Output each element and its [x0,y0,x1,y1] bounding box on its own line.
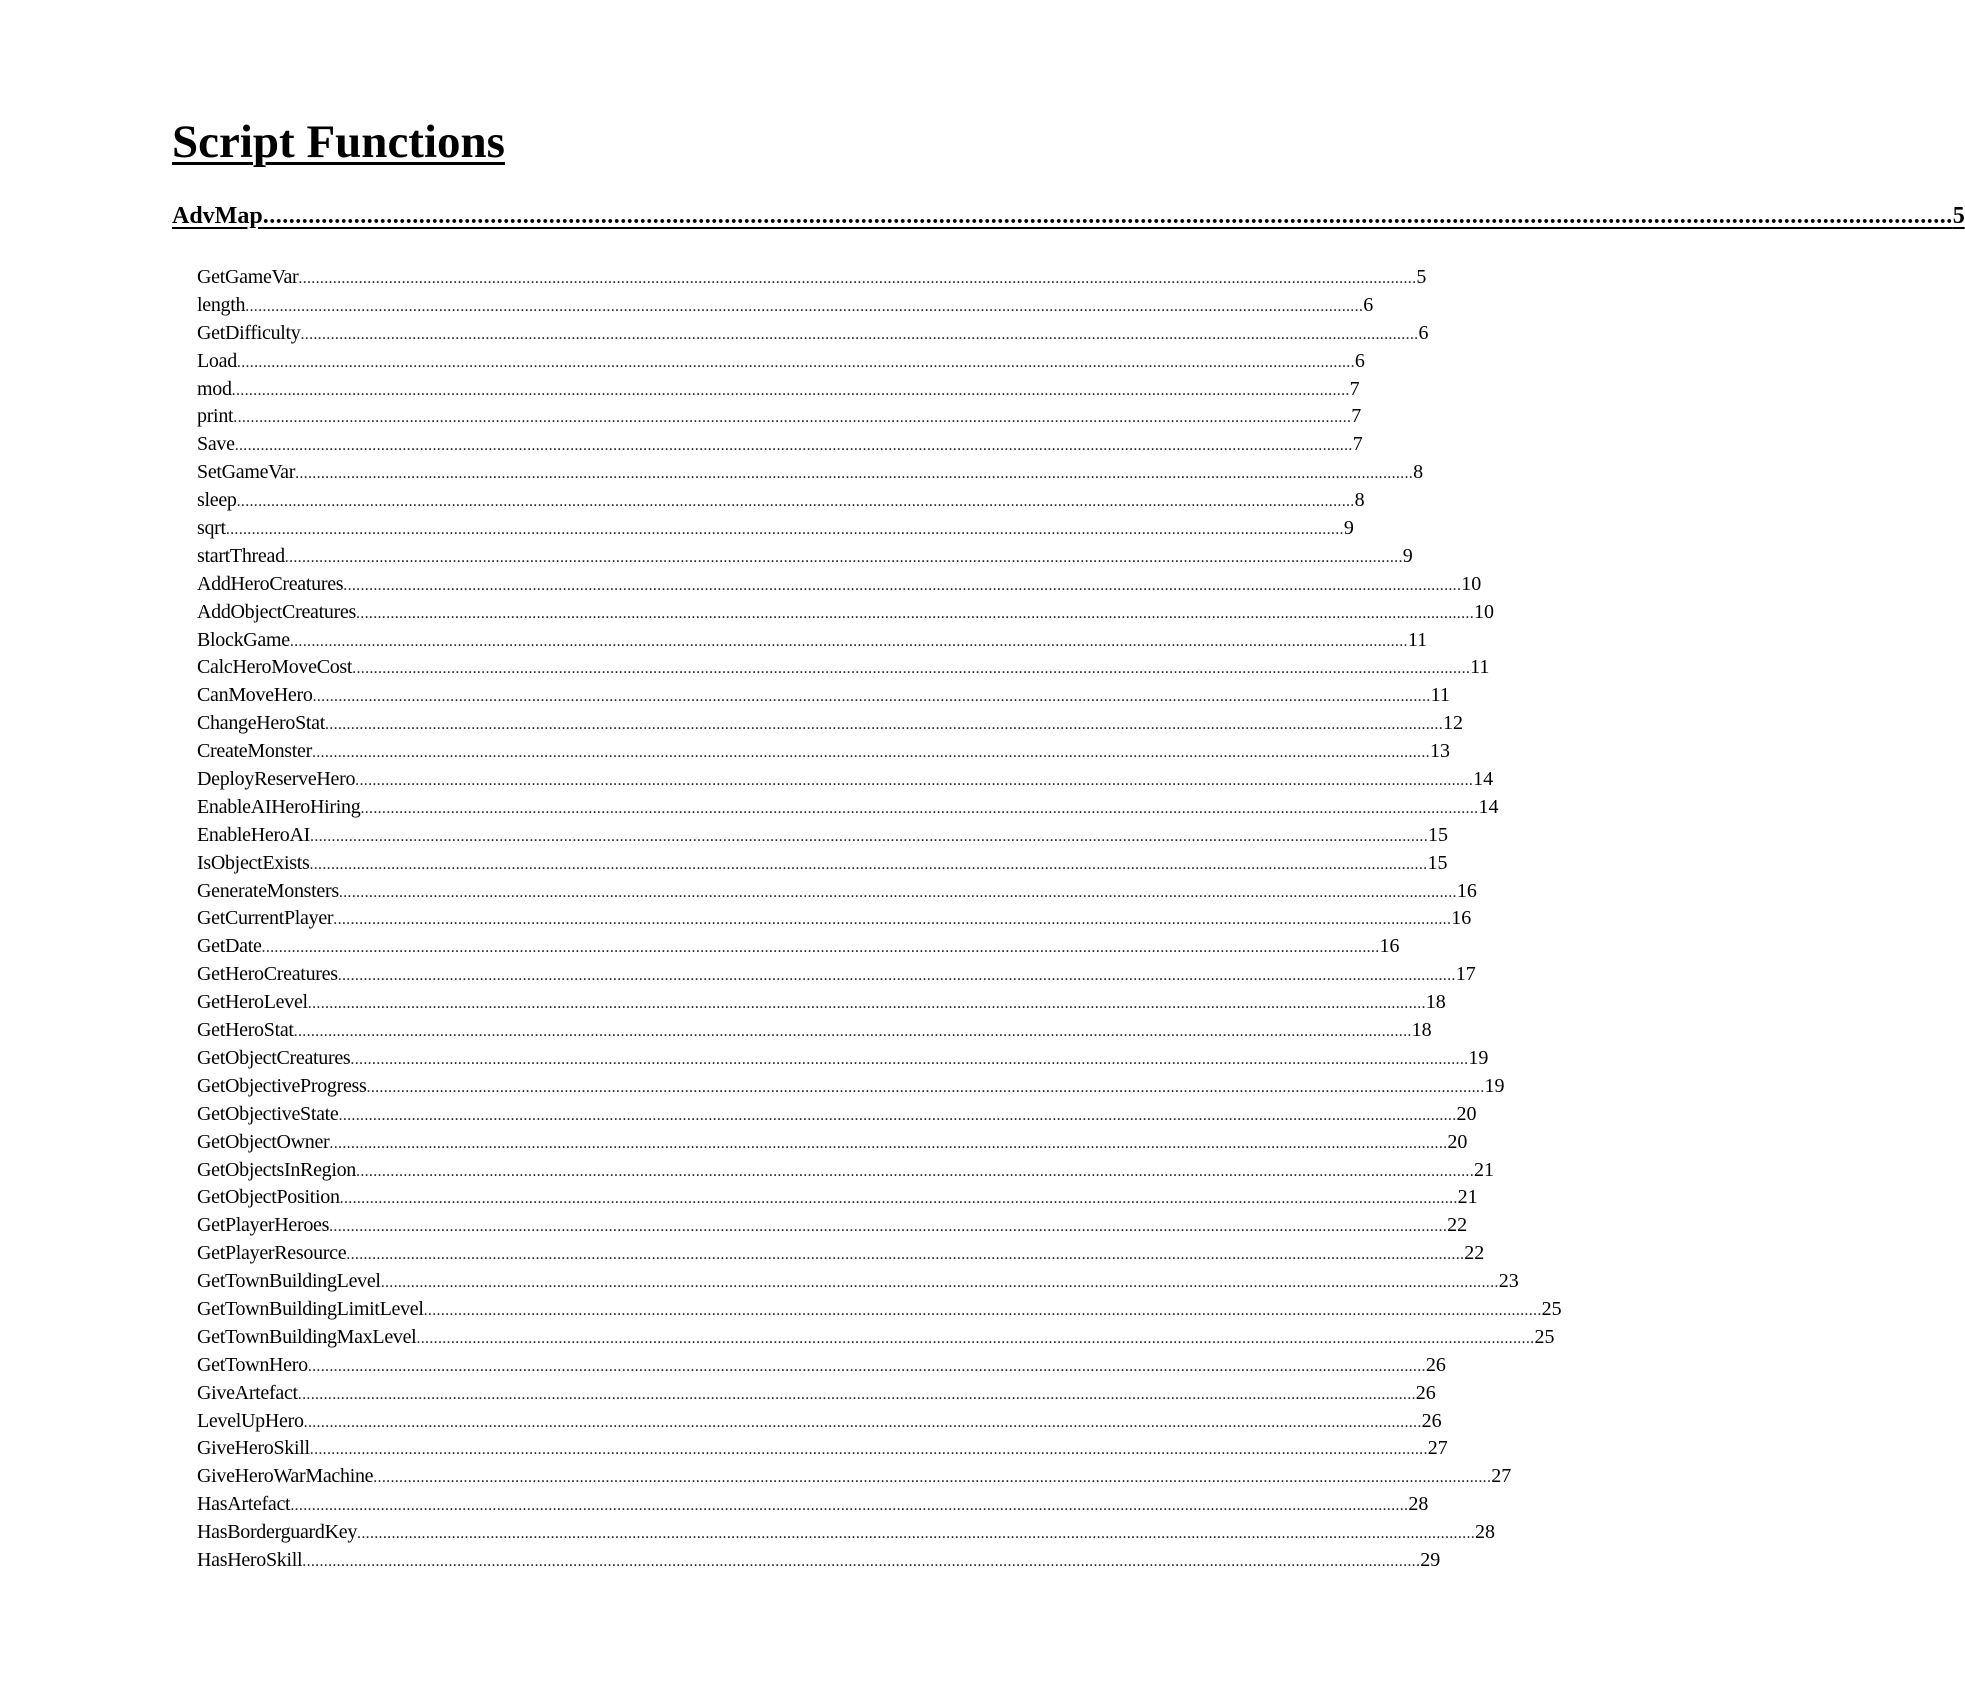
toc-entry[interactable] [197,1435,1448,1463]
toc-entry-page-number: 28 [1475,1521,1496,1544]
toc-entry-page-number: 21 [1474,1158,1495,1181]
toc-entry[interactable] [197,1324,1555,1352]
toc-entry[interactable] [197,961,1476,989]
toc-entry-label: HasArtefact [197,1493,291,1516]
toc-dot-leader: .................................................................................................................................................................................................................................................................... [311,744,1430,762]
toc-entry-label: SetGameVar [197,461,296,484]
toc-entry[interactable] [197,571,1482,599]
toc-entry-page-number: 12 [1443,712,1463,735]
toc-entry-page-number: 5 [1416,266,1427,288]
toc-section-label: AdvMap [172,203,263,229]
toc-entry-label: IsObjectExists [197,851,310,874]
toc-entry-label: GetGameVar [197,266,299,288]
toc-dot-leader: .................................................................................................................................................................................................................................................................... [289,632,1408,650]
toc-entry-page-number: 20 [1456,1102,1477,1125]
toc-entry[interactable] [197,376,1360,404]
toc-dot-leader: .................................................................................................................................................................................................................................................................... [261,939,1380,957]
toc-entry-label: GetTownBuildingMaxLevel [197,1325,417,1348]
toc-entry-page-number: 13 [1429,740,1450,763]
toc-entry[interactable] [197,878,1477,906]
toc-entry[interactable] [197,905,1472,933]
toc-entry-page-number: 6 [1363,293,1374,316]
toc-dot-leader: .................................................................................................................................................................................................................................................................... [231,381,1350,399]
toc-entry-label: AddHeroCreatures [197,572,344,595]
toc-entry-page-number: 27 [1491,1465,1512,1488]
toc-dot-leader: .................................................................................................................................................................................................................................................................... [339,1190,1458,1208]
toc-entry[interactable] [197,515,1354,543]
document-title: Script Functions [172,116,505,168]
toc-dot-leader: .................................................................................................................................................................................................................................................................... [312,688,1431,706]
toc-dot-leader: .................................................................................................................................................................................................................................................................... [329,1134,1448,1152]
toc-entry-page-number: 14 [1473,768,1494,791]
toc-entry-label: GetTownBuildingLimitLevel [197,1297,424,1320]
toc-entry-label: GetObjectOwner [197,1130,330,1153]
toc-dot-leader: .................................................................................................................................................................................................................................................................... [245,297,1364,315]
toc-dot-leader: .................................................................................................................................................................................................................................................................... [225,521,1344,539]
toc-dot-leader: .................................................................................................................................................................................................................................................................... [416,1329,1535,1347]
toc-dot-leader: .................................................................................................................................................................................................................................................................... [236,493,1355,511]
toc-entry-label: CanMoveHero [197,684,313,707]
toc-entry-label: Load [197,349,237,372]
toc-dot-leader: .................................................................................................................................................................................................................................................................... [298,270,1417,287]
toc-entry[interactable] [197,738,1450,766]
toc-entry-label: GetDate [197,935,262,958]
toc-entry-label: AddObjectCreatures [197,600,356,623]
toc-dot-leader: .................................................................................................................................................................................................................................................................... [303,1413,1422,1431]
toc-dot-leader: .................................................................................................................................................................................................................................................................... [262,203,1953,229]
toc-entry[interactable] [197,1380,1436,1408]
toc-entry[interactable] [197,431,1363,459]
toc-entry-page-number: 28 [1408,1493,1429,1516]
toc-dot-leader: .................................................................................................................................................................................................................................................................... [295,465,1414,483]
toc-dot-leader: .................................................................................................................................................................................................................................................................... [290,1497,1409,1515]
toc-dot-leader: .................................................................................................................................................................................................................................................................... [366,1078,1485,1096]
toc-dot-leader: .................................................................................................................................................................................................................................................................... [234,437,1353,455]
toc-dot-leader: .................................................................................................................................................................................................................................................................... [297,1385,1416,1403]
toc-dot-leader: .................................................................................................................................................................................................................................................................... [310,827,1429,845]
toc-dot-leader: .................................................................................................................................................................................................................................................................... [352,660,1471,678]
toc-entry-page-number: 20 [1447,1130,1468,1153]
toc-entry[interactable] [197,1352,1446,1380]
toc-entry[interactable] [197,933,1400,961]
toc-entry-label: GetObjectiveState [197,1102,339,1125]
toc-entry-label: length [197,293,246,316]
toc-entry-label: BlockGame [197,628,290,651]
toc-entry-label: HasBorderguardKey [197,1521,358,1544]
toc-dot-leader: .................................................................................................................................................................................................................................................................... [333,911,1452,929]
toc-entry-label: LevelUpHero [197,1409,304,1432]
toc-entry[interactable] [197,1296,1562,1324]
toc-entry[interactable] [197,682,1450,710]
toc-entry-label: GiveHeroWarMachine [197,1465,374,1488]
toc-entry-label: print [197,405,234,428]
toc-entry-label: mod [197,377,232,400]
toc-dot-leader: .................................................................................................................................................................................................................................................................... [373,1469,1492,1487]
toc-entry[interactable] [197,1268,1519,1296]
toc-dot-leader: .................................................................................................................................................................................................................................................................... [309,1441,1428,1459]
toc-dot-leader: .................................................................................................................................................................................................................................................................... [307,995,1426,1013]
toc-dot-leader: .................................................................................................................................................................................................................................................................... [233,409,1352,427]
toc-entry[interactable] [197,1101,1477,1129]
toc-entry-page-number: 27 [1427,1437,1448,1460]
toc-entry[interactable] [197,1212,1468,1240]
toc-section-page-number: 5 [1952,203,1965,229]
toc-dot-leader: .................................................................................................................................................................................................................................................................... [309,855,1428,873]
toc-entry-page-number: 19 [1484,1074,1505,1097]
toc-entry[interactable] [197,264,1427,292]
toc-entry-label: CreateMonster [197,740,312,763]
toc-entry-page-number: 15 [1428,823,1449,846]
toc-entry-page-number: 22 [1447,1214,1468,1237]
toc-dot-leader: .................................................................................................................................................................................................................................................................... [350,1050,1469,1068]
toc-entry-list [197,264,1562,1575]
toc-dot-leader: .................................................................................................................................................................................................................................................................... [423,1301,1542,1319]
toc-entry-page-number: 21 [1457,1186,1478,1209]
toc-entry[interactable] [197,459,1424,487]
toc-entry-page-number: 11 [1430,684,1450,707]
toc-dot-leader: .................................................................................................................................................................................................................................................................... [293,1023,1412,1041]
toc-entry[interactable] [197,599,1494,627]
toc-entry-page-number: 18 [1425,991,1446,1014]
toc-dot-leader: .................................................................................................................................................................................................................................................................... [302,1552,1421,1570]
toc-entry-page-number: 22 [1464,1242,1485,1265]
toc-entry-page-number: 11 [1470,656,1490,679]
toc-entry[interactable] [197,654,1490,682]
toc-entry[interactable] [197,320,1429,348]
toc-dot-leader: .................................................................................................................................................................................................................................................................... [356,1162,1475,1180]
toc-entry[interactable] [197,1045,1489,1073]
toc-entry-page-number: 9 [1402,544,1413,567]
toc-entry-page-number: 17 [1455,963,1476,986]
toc-dot-leader: .................................................................................................................................................................................................................................................................... [338,1106,1457,1124]
toc-dot-leader: .................................................................................................................................................................................................................................................................... [356,604,1474,622]
toc-entry-page-number: 26 [1421,1409,1442,1432]
toc-entry-label: GiveArtefact [197,1381,298,1404]
toc-entry-page-number: 6 [1418,321,1429,344]
toc-dot-leader: .................................................................................................................................................................................................................................................................... [357,1525,1476,1543]
toc-dot-leader: .................................................................................................................................................................................................................................................................... [329,1218,1448,1236]
toc-entry-page-number: 8 [1354,489,1365,512]
toc-entry-page-number: 26 [1425,1353,1446,1376]
toc-entry[interactable] [197,543,1413,571]
toc-entry-label: GetObjectPosition [197,1186,340,1209]
toc-entry[interactable] [197,348,1365,376]
toc-entry-label: CalcHeroMoveCost [197,656,353,679]
toc-entry[interactable] [197,710,1463,738]
toc-entry-page-number: 19 [1468,1046,1489,1069]
toc-entry[interactable] [197,794,1499,822]
toc-entry[interactable] [197,1017,1432,1045]
toc-entry-label: GenerateMonsters [197,879,339,902]
toc-entry-label: GetTownHero [197,1353,308,1376]
toc-entry[interactable] [197,1547,1441,1575]
toc-entry[interactable] [197,292,1374,320]
toc-entry-page-number: 9 [1343,517,1354,540]
toc-entry-label: ChangeHeroStat [197,712,325,735]
toc-entry[interactable] [197,1157,1495,1185]
toc-dot-leader: .................................................................................................................................................................................................................................................................... [325,716,1443,734]
toc-entry-label: sleep [197,489,237,512]
toc-dot-leader: .................................................................................................................................................................................................................................................................... [346,1246,1465,1264]
toc-entry[interactable] [197,989,1446,1017]
toc-entry-label: GetPlayerHeroes [197,1214,330,1237]
toc-entry-label: HasHeroSkill [197,1548,303,1571]
toc-dot-leader: .................................................................................................................................................................................................................................................................... [360,799,1479,817]
toc-entry-page-number: 6 [1354,349,1365,372]
toc-entry-label: GetTownBuildingLevel [197,1270,381,1293]
toc-entry-label: Save [197,433,235,456]
toc-entry[interactable] [197,487,1365,515]
toc-section-heading[interactable] [172,198,1965,234]
toc-entry-label: EnableHeroAI [197,823,311,846]
toc-entry-label: startThread [197,544,285,567]
toc-dot-leader: .................................................................................................................................................................................................................................................................... [236,353,1355,371]
toc-entry-page-number: 15 [1427,851,1448,874]
toc-entry-label: GetObjectsInRegion [197,1158,357,1181]
toc-entry-page-number: 7 [1349,377,1360,400]
toc-dot-leader: .................................................................................................................................................................................................................................................................... [300,325,1419,343]
toc-entry-page-number: 10 [1474,600,1494,623]
toc-entry-page-number: 26 [1415,1381,1436,1404]
toc-dot-leader: .................................................................................................................................................................................................................................................................... [307,1357,1426,1375]
toc-entry-label: GetObjectiveProgress [197,1074,367,1097]
toc-entry[interactable] [197,403,1362,431]
toc-entry[interactable] [197,627,1428,655]
toc-dot-leader: .................................................................................................................................................................................................................................................................... [380,1274,1499,1292]
toc-entry-label: GiveHeroSkill [197,1437,310,1460]
toc-entry-label: GetPlayerResource [197,1242,347,1265]
toc-entry-label: GetHeroStat [197,1019,294,1042]
toc-entry-label: sqrt [197,517,226,540]
toc-entry[interactable] [197,1519,1496,1547]
toc-entry-page-number: 8 [1413,461,1424,484]
toc-entry-label: DeployReserveHero [197,768,356,791]
toc-entry[interactable] [197,1129,1468,1157]
toc-entry-page-number: 14 [1478,795,1499,818]
toc-entry-page-number: 7 [1351,405,1362,428]
toc-dot-leader: .................................................................................................................................................................................................................................................................... [355,772,1474,790]
toc-entry[interactable] [197,822,1449,850]
toc-entry-label: GetDifficulty [197,321,301,344]
toc-entry-page-number: 16 [1456,879,1477,902]
toc-entry-page-number: 25 [1541,1297,1562,1320]
toc-entry[interactable] [197,1073,1505,1101]
toc-entry-label: GetObjectCreatures [197,1046,351,1069]
toc-entry-page-number: 7 [1352,433,1363,456]
toc-entry-page-number: 10 [1461,572,1482,595]
toc-entry-page-number: 25 [1534,1325,1555,1348]
toc-entry-label: GetHeroLevel [197,991,308,1014]
toc-entry-page-number: 29 [1420,1548,1441,1571]
toc-entry-label: EnableAIHeroHiring [197,795,361,818]
toc-entry-page-number: 11 [1407,628,1428,651]
toc-entry-label: GetHeroCreatures [197,963,338,986]
toc-entry-page-number: 16 [1379,935,1400,958]
toc-entry[interactable] [197,1408,1442,1436]
toc-entry-label: GetCurrentPlayer [197,907,334,930]
toc-entry[interactable] [197,766,1494,794]
toc-dot-leader: .................................................................................................................................................................................................................................................................... [337,967,1456,985]
toc-dot-leader: .................................................................................................................................................................................................................................................................... [343,576,1462,594]
toc-entry[interactable] [197,1463,1512,1491]
toc-entry[interactable] [197,850,1448,878]
toc-entry-page-number: 16 [1451,907,1472,930]
toc-entry[interactable] [197,1184,1478,1212]
toc-entry[interactable] [197,1491,1429,1519]
toc-entry[interactable] [197,1240,1485,1268]
toc-dot-leader: .................................................................................................................................................................................................................................................................... [284,548,1403,566]
toc-dot-leader: .................................................................................................................................................................................................................................................................... [338,883,1457,901]
toc-entry-page-number: 23 [1498,1270,1519,1293]
toc-entry-page-number: 18 [1411,1019,1432,1042]
